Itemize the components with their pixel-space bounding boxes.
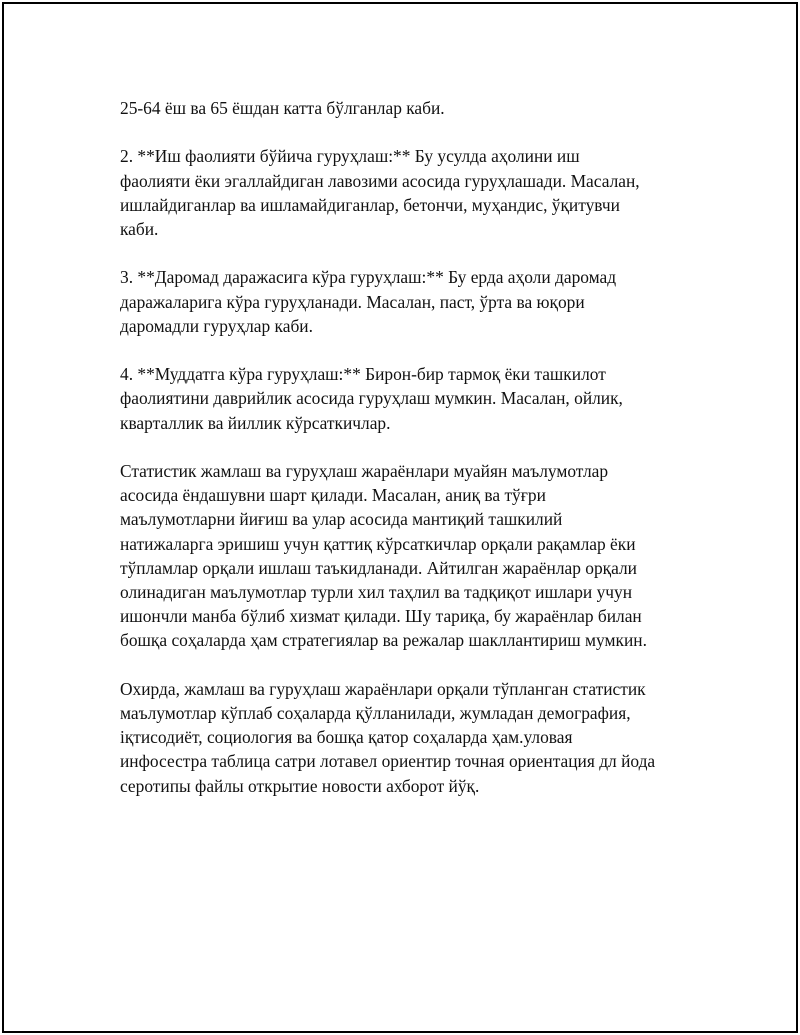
paragraph-age-groups-end: 25-64 ёш ва 65 ёшдан катта бўлганлар каби. [120, 98, 445, 118]
page-frame [2, 2, 798, 1033]
paragraph-period: 4. **Муддатга кўра гуруҳлаш:** Бирон-бир тармоқ ёки ташкилот фаолиятини даврийлик асосида гуруҳлаш мумкин. Масалан, ойлик, кварталлик ва йиллик кўрсаткичлар. [120, 364, 623, 433]
paragraph-statistics-process: Статистик жамлаш ва гуруҳлаш жараёнлари муайян маълумотлар асосида ёндашувни шарт қилади. Масалан, аниқ ва тўғри маълумотларни йиғиш ва улар асосида мантиқий ташкилий натижаларга эришиш учун қаттиқ кўрсаткичлар орқали рақамлар ёки тўпламлар орқали ишлаш таъкидланади. Айтилган жараёнлар орқали олинадиган маълумотлар турли хил таҳлил ва тадқиқот ишлари учун ишончли манба бўлиб хизмат қилади. Шу тариқа, бу жараёнлар билан бошқа соҳаларда ҳам стратегиялар ва режалар шакллантириш мумкин. [120, 460, 647, 651]
document-body [120, 96, 700, 822]
paragraph-income-level: 3. **Даромад даражасига кўра гуруҳлаш:** Бу ерда аҳоли даромад даражаларига кўра гуруҳланади. Масалан, паст, ўрта ва юқори даромадли гуруҳлар каби. [120, 267, 617, 336]
paragraph-work-activity: 2. **Иш фаолияти бўйича гуруҳлаш:** Бу усулда аҳолини иш фаолияти ёки эгаллайдиган лавозими асосида гуруҳлашади. Масалан, ишлайдиганлар ва ишламайдиганлар, бетончи, муҳандис, ўқитувчи каби. [120, 146, 640, 239]
paragraph-conclusion: Охирда, жамлаш ва гуруҳлаш жараёнлари орқали тўпланган статистик маълумотлар кўплаб соҳаларда қўлланилади, жумладан демография, iқтисодиёт, социология ва бошқа қатор соҳаларда ҳам.уловая инфосестра таблица сатри лотавел ориентир точная ориентация дл йода серотипы файлы открытие новости ахборот йўқ. [120, 678, 656, 796]
